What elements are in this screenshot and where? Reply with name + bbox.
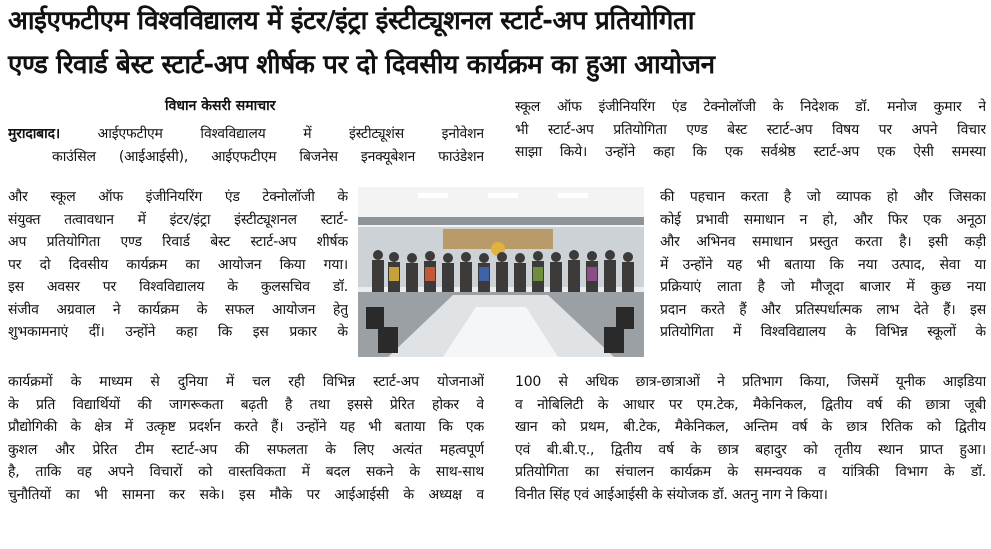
text-line: में उन्होंने यह भी बताया कि नया उत्पाद, सेवा या [660,256,986,273]
text-line: काउंसिल (आईआईसी), आईएफटीएम बिजनेस इनक्यूबेशन फाउंडेशन [52,148,484,165]
right-column-bottom [515,371,986,506]
headline-line-2: एण्ड रिवार्ड बेस्ट स्टार्ट-अप शीर्षक पर दो दिवसीय कार्यक्रम का हुआ आयोजन [8,50,715,80]
text-line: स्कूल ऑफ इंजीनियरिंग एंड टेक्नोलॉजी के निदेशक डॉ. मनोज कुमार ने [515,99,986,115]
text-line: कार्यक्रमों के माध्यम से दुनिया में चल रही विभिन्न स्टार्ट-अप योजनाओं [8,374,484,390]
text-line: है, ताकि वह अपने विचारों को वास्तविकता में बदल सकने के साथ-साथ [8,464,484,480]
text-line: इस अवसर पर विश्वविद्यालय के कुलसचिव डॉ. [8,279,348,295]
ceiling-light [558,193,588,198]
text-line: कुशल और प्रेरित टीम स्टार्ट-अप की सफलता के लिए अत्यंत महत्वपूर्ण [8,441,484,458]
headline-line-1: आईएफटीएम विश्वविद्यालय में इंटर/इंट्रा इंस्टीट्यूशनल स्टार्ट-अप प्रतियोगिता [8,6,695,36]
text-line: अप प्रतियोगिता एण्ड रिवार्ड बेस्ट स्टार्ट-अप शीर्षक [8,234,348,250]
text-line: कोई प्रभावी समाधान न हो, और फिर एक अनूठा [660,211,986,228]
wall-frieze [358,217,644,225]
byline: विधान केसरी समाचार [165,98,276,114]
right-column-wrap [660,186,986,344]
text-line: प्रक्रियाएं लाता है जो मौजूदा बाजार में कुछ नया [660,279,986,295]
text-line: शुभकामनाएं दीं। उन्होंने कहा कि इस प्रकार के [8,324,348,340]
left-column-top [8,123,484,168]
text-line: 100 से अधिक छात्र-छात्राओं ने प्रतिभाग किया, जिसमें यूनीक आइडिया [515,374,986,390]
text-line: व नोबिलिटी के आधार पर एम.टेक, मैकेनिकल, द्वितीय वर्ष की छात्रा जूबी [515,396,986,413]
text-line: प्रतियोगिता का संचालन कार्यक्रम के समन्वयक व यांत्रिकी विभाग के डॉ. [515,464,986,480]
text-line: भी स्टार्ट-अप प्रतियोगिता एण्ड बेस्ट स्टार्ट-अप विषय पर अपने विचार [515,121,986,138]
event-photo [358,187,644,357]
left-column-bottom [8,371,484,506]
text-line: प्रतियोगिता में विश्वविद्यालय के विभिन्न स्कूलों के [660,324,986,340]
text-line: और स्कूल ऑफ इंजीनियरिंग एंड टेक्नोलॉजी के [8,189,348,205]
ceiling-light [418,193,448,198]
text-line: खान को प्रथम, बी.टेक, मैकेनिकल, अन्तिम वर्ष के छात्र रितिक को द्वितीय [515,419,986,435]
text-line: एवं बी.बी.ए., द्वितीय वर्ष के छात्र बहादुर को तृतीय स्थान प्राप्त हुआ। [515,441,986,458]
text-line: संजीव अग्रवाल ने कार्यक्रम के सफल आयोजन हेतु [8,301,348,318]
event-photo-illustration [358,187,644,357]
text-line: विनीत सिंह एवं आईआईसी के संयोजक डॉ. अतनु नाग ने किया। [515,486,828,503]
text-line [8,123,484,146]
text-line: संयुक्त तत्वावधान में इंटर/इंट्रा इंस्टीट्यूशनल स्टार्ट- [8,211,348,228]
text-line: की पहचान करता है जो व्यापक हो और जिसका [660,189,986,205]
text-line: और अभिनव समाधान प्रस्तुत करता है। इसी कड़ी [660,234,986,250]
text-line: साझा किये। उन्होंने कहा कि एक सर्वश्रेष्ठ स्टार्ट-अप एक ऐसी समस्या [515,144,986,160]
text-line-content: आईएफटीएम विश्वविद्यालय में इंस्टीट्यूशंस इनोवेशन [59,126,484,142]
text-line: प्रौद्योगिकी के क्षेत्र में उत्कृष्ट प्रदर्शन करते हैं। उन्होंने यह भी बताया कि एक [8,419,484,435]
text-line: प्रदान करते हैं और प्रतिस्पर्धात्मक लाभ देते हैं। इस [660,301,986,318]
text-line: के प्रति विद्यार्थियों की जागरूकता बढ़ती है तथा इससे प्रेरित होकर वे [8,396,484,413]
left-column-wrap [8,186,348,344]
text-line: पर दो दिवसीय कार्यक्रम का आयोजन किया गया। [8,256,348,273]
right-column-top [515,96,986,164]
dateline: मुरादाबाद। [8,126,60,142]
ceiling-light [488,193,518,198]
text-line: चुनौतियों का भी सामना कर सके। इस मौके पर आईआईसी के अध्यक्ष व [8,486,484,503]
